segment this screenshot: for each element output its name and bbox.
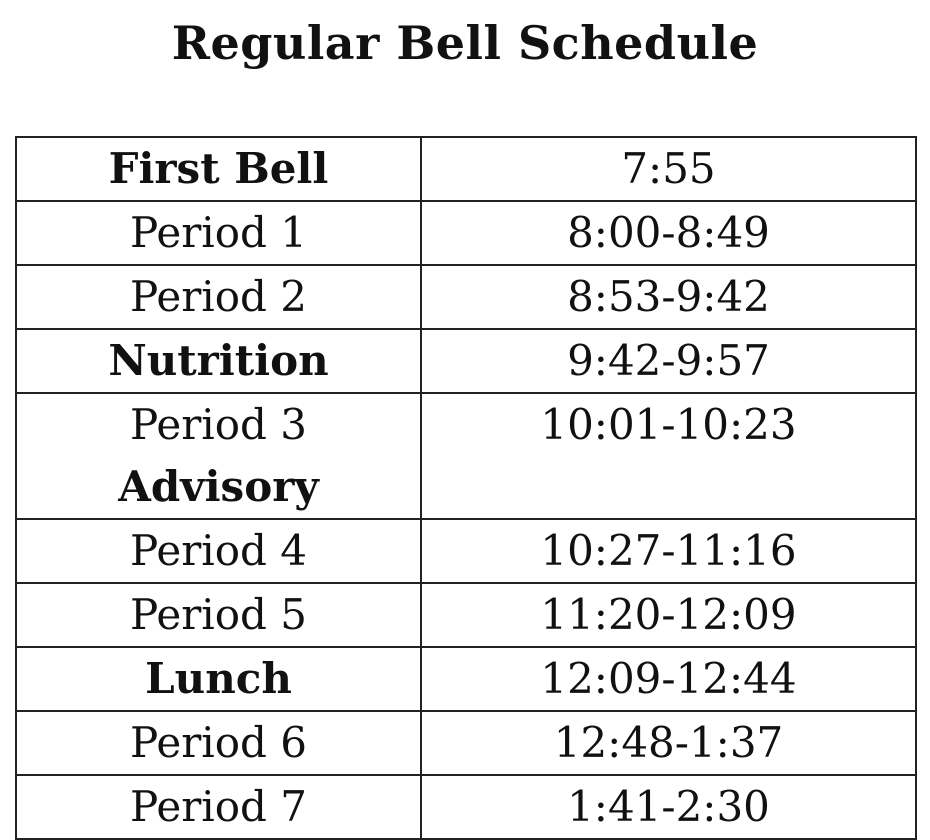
time-cell: 8:00-8:49 <box>421 201 916 265</box>
time-cell: 1:41-2:30 <box>421 775 916 839</box>
event-sublabel: Advisory <box>118 462 319 511</box>
event-cell: First Bell <box>16 137 421 201</box>
time-cell: 10:27-11:16 <box>421 519 916 583</box>
time-cell: 12:09-12:44 <box>421 647 916 711</box>
bell-schedule-table <box>15 136 917 840</box>
event-cell: Period 4 <box>16 519 421 583</box>
table-row <box>16 393 916 519</box>
time-cell: 11:20-12:09 <box>421 583 916 647</box>
event-cell: Period 6 <box>16 711 421 775</box>
page-title: Regular Bell Schedule <box>171 16 759 70</box>
table-row <box>16 775 916 839</box>
table-row <box>16 265 916 329</box>
event-cell: Lunch <box>16 647 421 711</box>
event-cell: Period 7 <box>16 775 421 839</box>
time-cell: 9:42-9:57 <box>421 329 916 393</box>
table-row <box>16 329 916 393</box>
table-row <box>16 583 916 647</box>
table-row <box>16 137 916 201</box>
table-row <box>16 519 916 583</box>
event-cell: Period 1 <box>16 201 421 265</box>
event-cell: Period 5 <box>16 583 421 647</box>
table-row <box>16 711 916 775</box>
time-cell: 10:01-10:23 <box>421 393 916 519</box>
table-row <box>16 201 916 265</box>
event-label: Period 3 <box>130 400 307 449</box>
event-cell: Period 2 <box>16 265 421 329</box>
time-cell: 12:48-1:37 <box>421 711 916 775</box>
event-cell <box>16 393 421 519</box>
event-cell: Nutrition <box>16 329 421 393</box>
time-cell: 7:55 <box>421 137 916 201</box>
time-cell: 8:53-9:42 <box>421 265 916 329</box>
table-row <box>16 647 916 711</box>
